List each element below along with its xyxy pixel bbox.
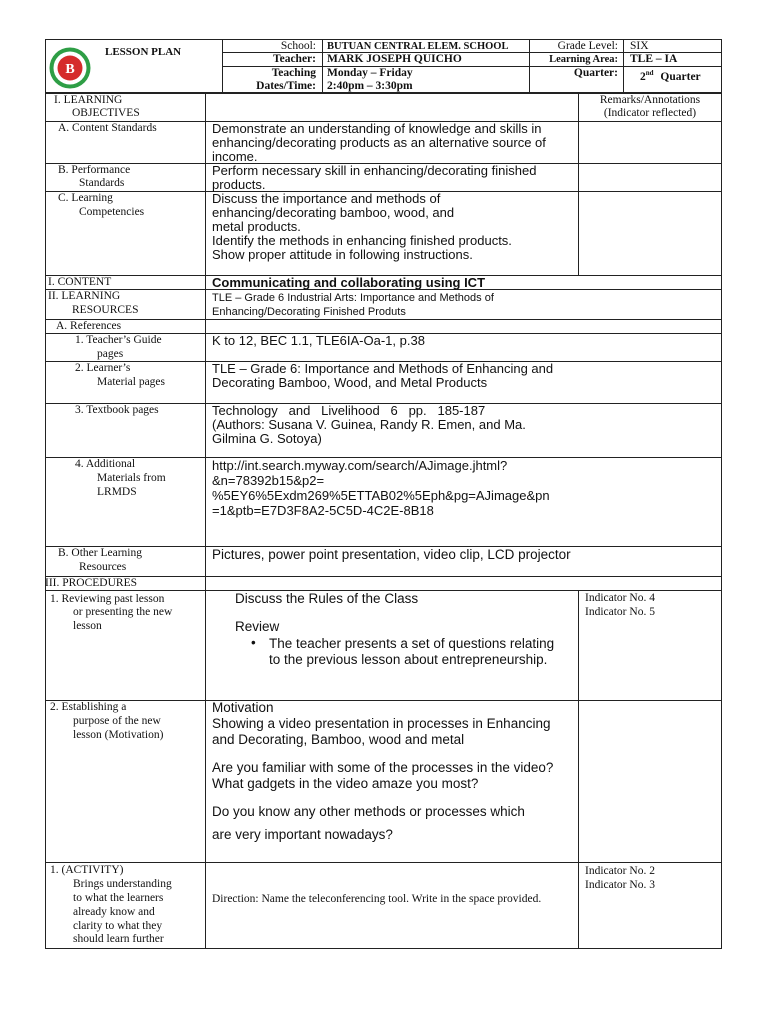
remarks-header-2: (Indicator reflected) bbox=[603, 107, 697, 119]
quarter-value bbox=[640, 67, 701, 84]
resources-value: TLE – Grade 6 Industrial Arts: Importance and Methods of Enhancing/Decorating Finished Produts bbox=[212, 292, 494, 318]
textbook-line: Technology and Livelihood 6 pp. 185-187 bbox=[212, 403, 486, 418]
quarter-word: Quarter bbox=[660, 70, 701, 83]
learners-material-value: TLE – Grade 6: Importance and Methods of Enhancing and Decorating Bamboo, Wood, and Metal Products bbox=[212, 361, 554, 390]
proc1-indicator-1: Indicator No. 4 bbox=[585, 592, 655, 604]
proc2-text-1: Showing a video presentation in processes in Enhancing and Decorating, Bamboo, wood and metal bbox=[212, 716, 551, 747]
row-line bbox=[45, 319, 722, 320]
proc3-label-5: clarity to what they bbox=[73, 920, 163, 932]
teacher-value: MARK JOSEPH QUICHO bbox=[327, 53, 462, 65]
competencies-line: metal products. bbox=[212, 219, 301, 234]
competencies-label-2: Competencies bbox=[79, 206, 145, 218]
content-label: I. CONTENT bbox=[48, 276, 112, 288]
proc3-label-4: already know and bbox=[73, 906, 155, 918]
additional-materials-link[interactable]: %5EY6%5Exdm269%5ETTAB02%5Eph&pg=AJimage&pn bbox=[212, 488, 550, 503]
main-table bbox=[45, 93, 722, 949]
proc1-indicator-2: Indicator No. 5 bbox=[585, 606, 655, 618]
proc3-label-2: Brings understanding bbox=[73, 878, 172, 890]
content-standards-text: Demonstrate an understanding of knowledge and skills in enhancing/decorating products as an alternative source of income. bbox=[212, 121, 546, 164]
competencies-label-1: C. Learning bbox=[58, 192, 113, 204]
proc3-label-3: to what the learners bbox=[73, 892, 164, 904]
performance-standards-text: Perform necessary skill in enhancing/decorating finished products. bbox=[212, 163, 537, 192]
content-standards-label: A. Content Standards bbox=[58, 122, 157, 134]
proc3-indicator-2: Indicator No. 3 bbox=[585, 879, 655, 891]
proc2-label-2: purpose of the new bbox=[73, 715, 161, 727]
other-resources-label-1: B. Other Learning bbox=[58, 547, 142, 559]
proc3-text: Direction: Name the teleconferencing tool. Write in the space provided. bbox=[212, 893, 542, 905]
days-value: Monday – Friday bbox=[327, 67, 413, 79]
additional-materials-link[interactable]: &n=78392b15&p2= bbox=[212, 473, 325, 488]
proc2-label-1: 2. Establishing a bbox=[50, 701, 127, 713]
proc1-label-2: or presenting the new bbox=[73, 606, 173, 618]
row-line bbox=[45, 700, 722, 701]
additional-materials-label-1: 4. Additional bbox=[75, 458, 136, 470]
competencies-line: Discuss the importance and methods of bbox=[212, 191, 441, 206]
proc2-text-2: Are you familiar with some of the processes in the video? What gadgets in the video amaze you most? bbox=[212, 760, 554, 791]
learners-material-label-1: 2. Learner’s bbox=[75, 362, 131, 374]
dates-label-1: Teaching bbox=[271, 67, 316, 79]
proc1-text: Discuss the Rules of the Class bbox=[235, 591, 419, 606]
school-value: BUTUAN CENTRAL ELEM. SCHOOL bbox=[327, 41, 509, 52]
quarter-ordinal: nd bbox=[645, 69, 654, 77]
quarter-label: Quarter: bbox=[573, 67, 618, 79]
content-value: Communicating and collaborating using ICT bbox=[212, 275, 486, 290]
teachers-guide-label-1: 1. Teacher’s Guide bbox=[75, 334, 162, 346]
procedures-heading: III. PROCEDURES bbox=[45, 577, 138, 589]
proc2-heading: Motivation bbox=[212, 700, 274, 715]
proc1-label-1: 1. Reviewing past lesson bbox=[50, 593, 165, 605]
competencies-line: enhancing/decorating bamboo, wood, and bbox=[212, 205, 455, 220]
proc2-label-3: lesson (Motivation) bbox=[73, 729, 164, 741]
proc3-indicator-1: Indicator No. 2 bbox=[585, 865, 655, 877]
proc3-label-6: should learn further bbox=[73, 933, 164, 945]
additional-materials-label-3: LRMDS bbox=[97, 486, 137, 498]
other-resources-value: Pictures, power point presentation, video clip, LCD projector bbox=[212, 547, 571, 562]
teachers-guide-value: K to 12, BEC 1.1, TLE6IA-Oa-1, p.38 bbox=[212, 333, 425, 348]
school-logo bbox=[48, 46, 92, 90]
school-label: School: bbox=[280, 40, 316, 52]
lesson-plan-title: LESSON PLAN bbox=[105, 46, 182, 58]
textbook-line: (Authors: Susana V. Guinea, Randy R. Emen, and Ma. bbox=[212, 417, 526, 432]
row-line bbox=[45, 862, 722, 863]
additional-materials-label-2: Materials from bbox=[97, 472, 166, 484]
teacher-label: Teacher: bbox=[272, 53, 316, 65]
competencies-line: Identify the methods in enhancing finished products. bbox=[212, 233, 512, 248]
performance-standards-label-1: B. Performance bbox=[58, 164, 131, 176]
grade-level-label: Grade Level: bbox=[557, 40, 618, 52]
quarter-number: 2 bbox=[640, 70, 646, 83]
grade-level-value: SIX bbox=[630, 40, 649, 52]
svg-text:B: B bbox=[65, 62, 75, 77]
proc1-label-3: lesson bbox=[73, 620, 102, 632]
time-value: 2:40pm – 3:30pm bbox=[327, 80, 413, 92]
row-line bbox=[45, 576, 722, 577]
competencies-line: Show proper attitude in following instructions. bbox=[212, 247, 473, 262]
resources-label-1: II. LEARNING bbox=[48, 290, 121, 302]
proc1-bullet-marker: • bbox=[251, 635, 256, 650]
learners-material-label-2: Material pages bbox=[97, 376, 166, 388]
teachers-guide-label-2: pages bbox=[97, 348, 124, 360]
other-resources-label-2: Resources bbox=[79, 561, 127, 573]
objectives-heading-1: I. LEARNING bbox=[54, 94, 123, 106]
additional-materials-link[interactable]: http://int.search.myway.com/search/AJimage.jhtml? bbox=[212, 458, 508, 473]
proc3-label-1: 1. (ACTIVITY) bbox=[50, 864, 124, 876]
proc2-text-3: Do you know any other methods or processes which bbox=[212, 804, 525, 819]
remarks-header-1: Remarks/Annotations bbox=[599, 94, 701, 106]
proc1-bullet: The teacher presents a set of questions relating to the previous lesson about entrepreneurship. bbox=[269, 636, 555, 667]
dates-label-2: Dates/Time: bbox=[256, 80, 316, 92]
textbook-line: Gilmina G. Sotoya) bbox=[212, 431, 322, 446]
resources-label-2: RESOURCES bbox=[72, 304, 139, 316]
objectives-heading-2: OBJECTIVES bbox=[72, 107, 140, 119]
textbook-label: 3. Textbook pages bbox=[75, 404, 159, 416]
references-label: A. References bbox=[56, 320, 122, 332]
proc1-review: Review bbox=[235, 619, 280, 634]
additional-materials-link[interactable]: =1&ptb=E7D3F8A2-5C5D-4C2E-8B18 bbox=[212, 503, 434, 518]
learning-area-value: TLE – IA bbox=[630, 53, 678, 65]
remarks-column-divider bbox=[578, 590, 579, 949]
proc2-text-4: are very important nowadays? bbox=[212, 827, 393, 842]
column-divider bbox=[205, 93, 206, 949]
learning-area-label: Learning Area: bbox=[549, 54, 618, 65]
performance-standards-label-2: Standards bbox=[79, 177, 125, 189]
